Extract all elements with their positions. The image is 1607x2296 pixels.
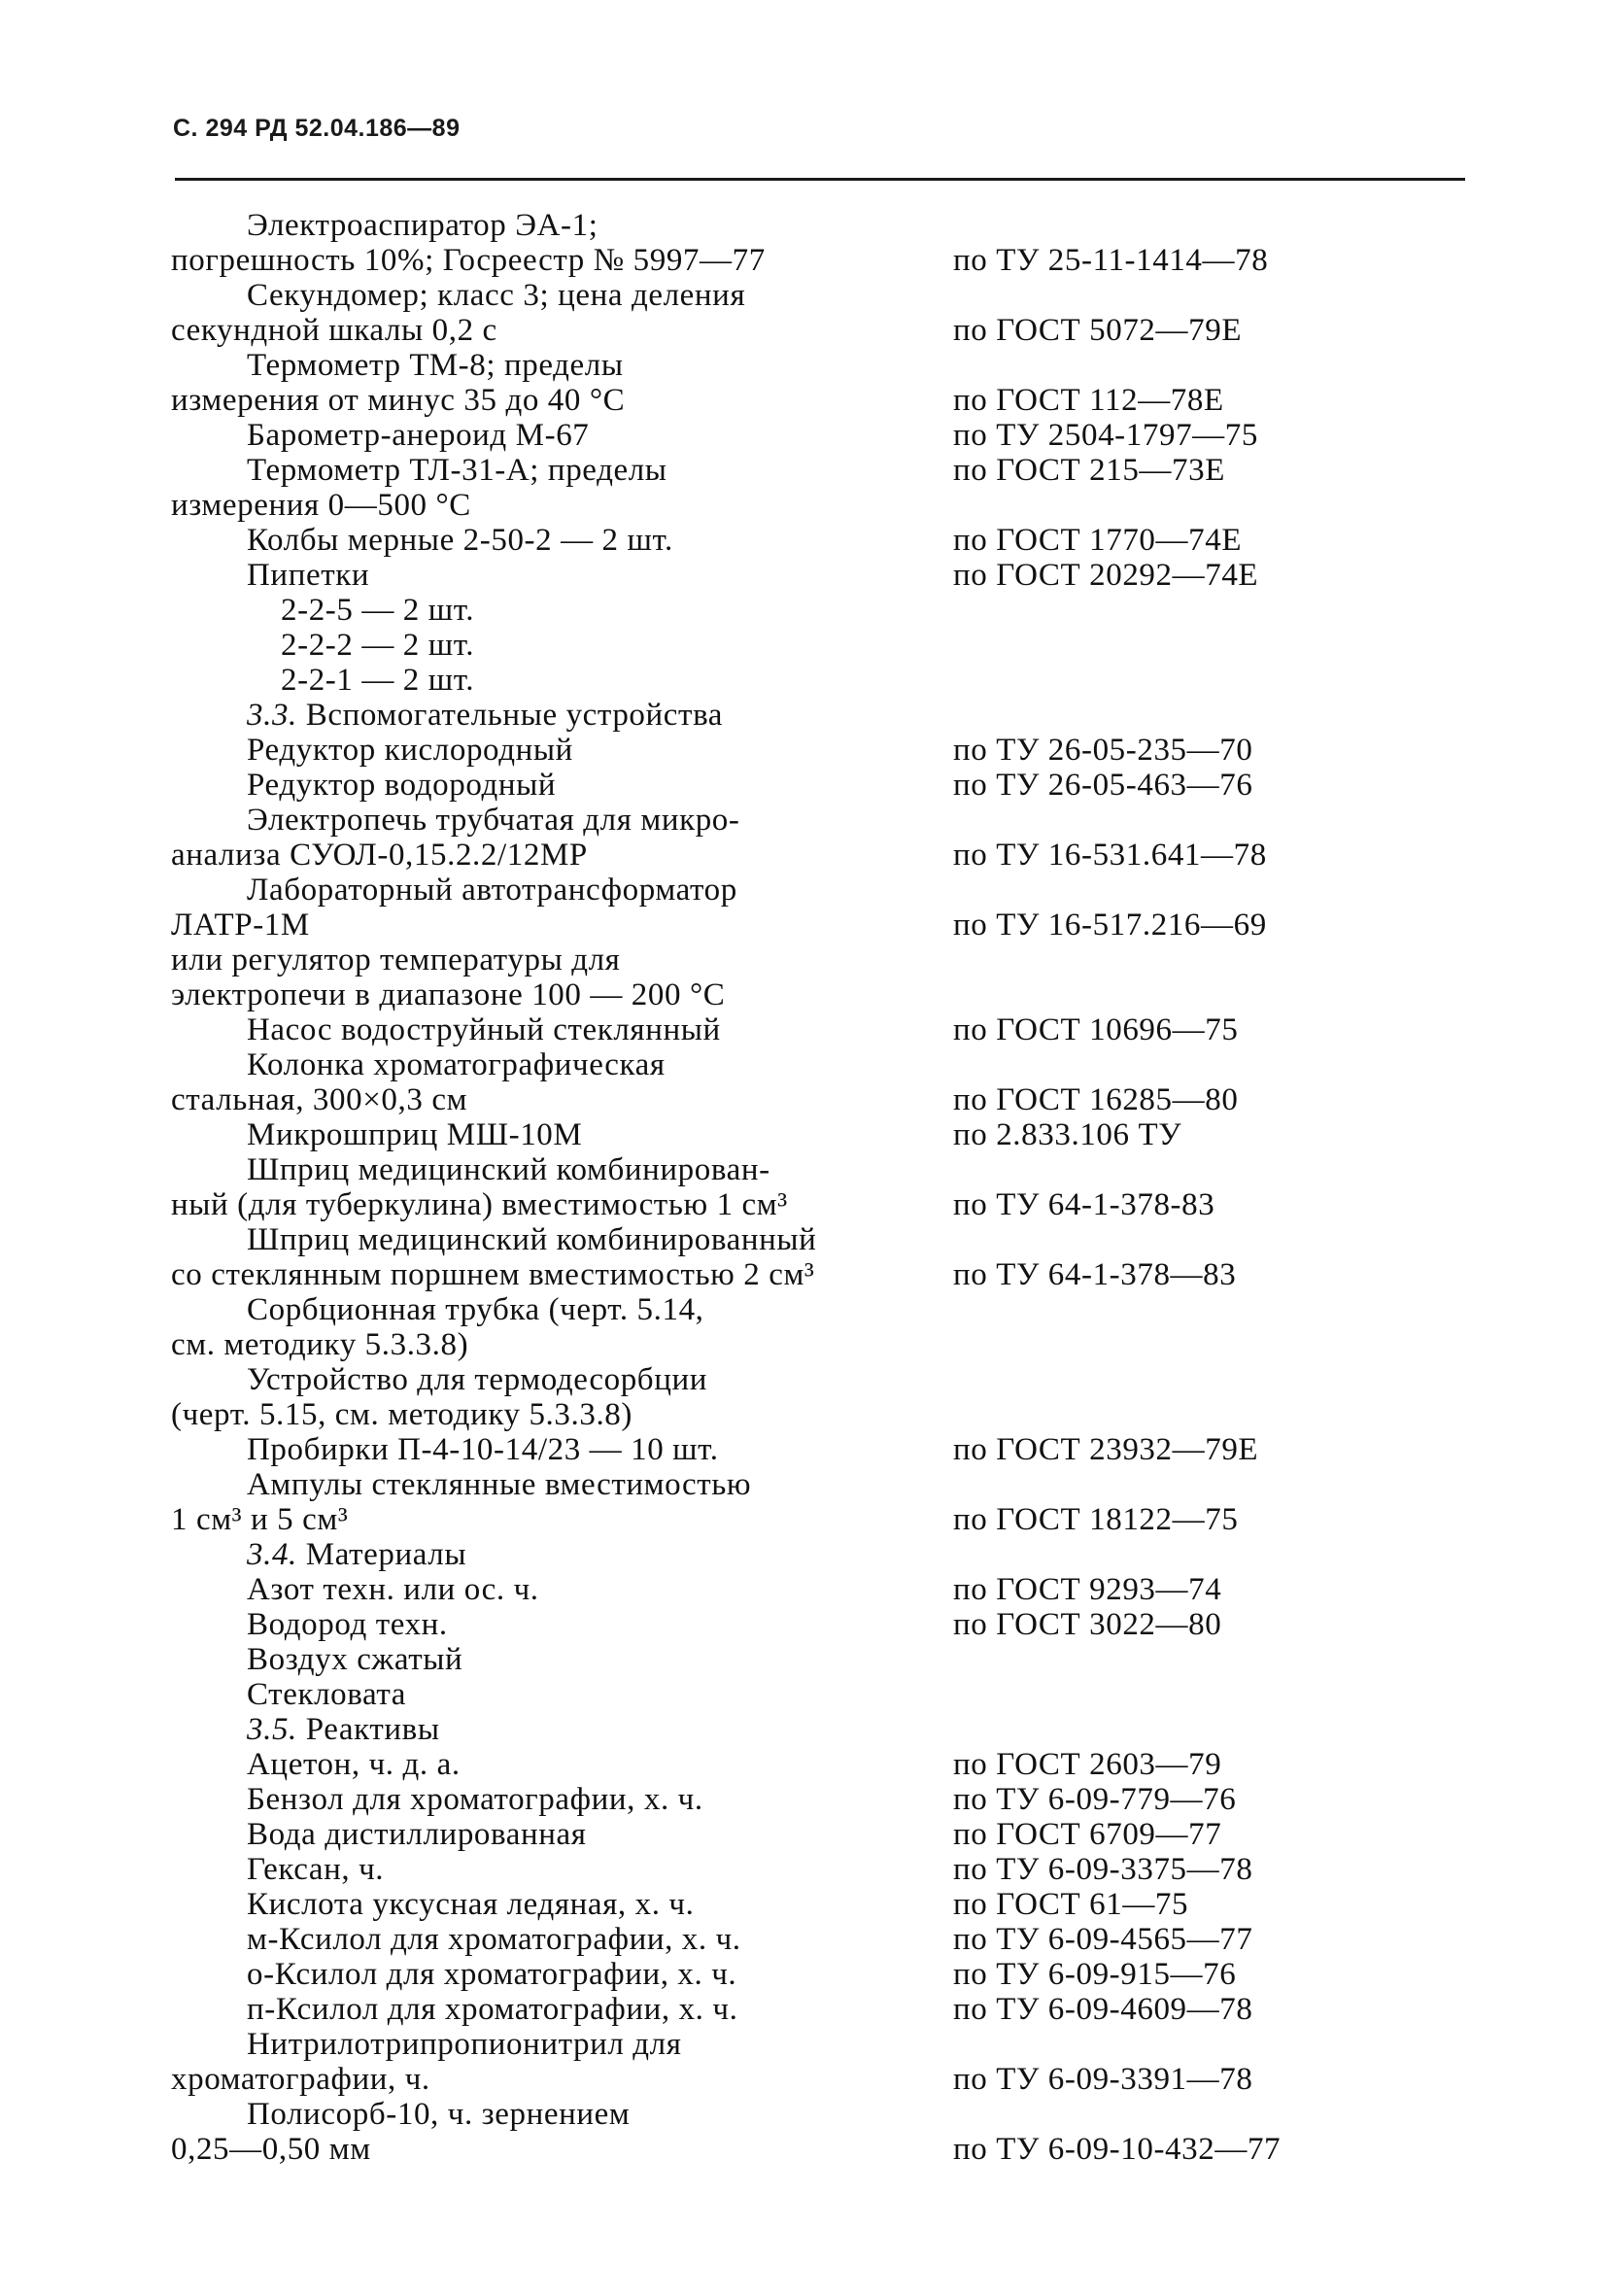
entry-text: Бензол для хроматографии, х. ч. (247, 1782, 703, 1817)
standard-reference: по ТУ 26-05-463—76 (953, 768, 1253, 803)
entry-text: Редуктор кислородный (247, 733, 573, 768)
entry-text: Шприц медицинский комбинированный (247, 1222, 817, 1257)
entry-text: Шприц медицинский комбинирован- (247, 1152, 770, 1187)
entry-text (247, 1714, 440, 1746)
entry-text: Ацетон, ч. д. а. (247, 1747, 461, 1782)
entry-text: 2-2-2 — 2 шт. (281, 628, 475, 663)
standard-reference: по ТУ 6-09-10-432—77 (953, 2132, 1282, 2167)
standard-reference: по ТУ 2504-1797—75 (953, 418, 1258, 453)
entry-text: измерения 0—500 °С (171, 488, 471, 523)
section-title: Реактивы (305, 1712, 440, 1747)
standard-reference: по ТУ 64-1-378—83 (953, 1257, 1237, 1292)
standard-reference: по ГОСТ 9293—74 (953, 1572, 1222, 1607)
entry-text: Вода дистиллированная (247, 1817, 587, 1852)
entry-text: Ампулы стеклянные вместимостью (247, 1467, 752, 1502)
entry-text: электропечи в диапазоне 100 — 200 °С (171, 977, 726, 1012)
entry-text: Секундомер; класс 3; цена деления (247, 278, 746, 313)
entry-text (247, 1539, 466, 1571)
entry-text: секундной шкалы 0,2 с (171, 313, 497, 348)
standard-reference: по ГОСТ 20292—74Е (953, 558, 1259, 593)
standard-reference: по ГОСТ 112—78Е (953, 383, 1224, 418)
standard-reference: по ТУ 6-09-915—76 (953, 1957, 1237, 1992)
entry-text: Редуктор водородный (247, 768, 557, 803)
entry-text: Пипетки (247, 558, 370, 593)
standard-reference: по ГОСТ 10696—75 (953, 1012, 1239, 1047)
standard-reference: по ГОСТ 61—75 (953, 1887, 1189, 1922)
standard-reference: по 2.833.106 ТУ (953, 1117, 1182, 1152)
entry-text: Микрошприц МШ-10М (247, 1117, 583, 1152)
standard-reference: по ТУ 6-09-4609—78 (953, 1992, 1253, 2027)
entry-text: погрешность 10%; Госреестр № 5997—77 (171, 243, 766, 278)
entry-text: Колбы мерные 2-50-2 — 2 шт. (247, 523, 673, 558)
entry-text: Термометр ТЛ-31-А; пределы (247, 453, 667, 488)
header-divider (175, 178, 1465, 181)
entry-text: Устройство для термодесорбции (247, 1362, 707, 1397)
entry-text: м-Ксилол для хроматографии, х. ч. (247, 1922, 741, 1957)
standard-reference: по ТУ 6-09-3391—78 (953, 2062, 1253, 2097)
entry-text: Стекловата (247, 1677, 407, 1712)
standard-reference: по ТУ 6-09-3375—78 (953, 1852, 1253, 1887)
section-number: 3.4. (247, 1537, 306, 1572)
entry-text: Воздух сжатый (247, 1642, 463, 1677)
section-number: 3.5. (247, 1712, 306, 1747)
standard-reference: по ТУ 25-11-1414—78 (953, 243, 1269, 278)
standard-reference: по ТУ 6-09-4565—77 (953, 1922, 1253, 1957)
entry-text: Термометр ТМ-8; пределы (247, 348, 624, 383)
standard-reference: по ГОСТ 16285—80 (953, 1082, 1239, 1117)
standard-reference: по ТУ 6-09-779—76 (953, 1782, 1237, 1817)
section-title: Вспомогательные устройства (305, 698, 724, 733)
entry-text: Колонка хроматографическая (247, 1047, 666, 1082)
entry-text: (черт. 5.15, см. методику 5.3.3.8) (171, 1397, 633, 1432)
section-title: Материалы (305, 1537, 467, 1572)
entry-text: Барометр-анероид М-67 (247, 418, 590, 453)
standard-reference: по ГОСТ 2603—79 (953, 1747, 1222, 1782)
entry-text: Полисорб-10, ч. зернением (247, 2097, 631, 2132)
entry-text: Пробирки П-4-10-14/23 — 10 шт. (247, 1432, 719, 1467)
entry-text: ЛАТР-1М (171, 908, 310, 942)
standard-reference: по ГОСТ 6709—77 (953, 1817, 1222, 1852)
entry-text: п-Ксилол для хроматографии, х. ч. (247, 1992, 738, 2027)
entry-text: см. методику 5.3.3.8) (171, 1327, 469, 1362)
entry-text: Электропечь трубчатая для микро- (247, 803, 740, 838)
standard-reference: по ГОСТ 23932—79Е (953, 1432, 1259, 1467)
entry-text: хроматографии, ч. (171, 2062, 430, 2097)
entry-text: Водород техн. (247, 1607, 448, 1642)
entry-text: измерения от минус 35 до 40 °С (171, 383, 626, 418)
entry-text: 0,25—0,50 мм (171, 2132, 371, 2167)
entry-text: со стеклянным поршнем вместимостью 2 см³ (171, 1257, 815, 1292)
standard-reference: по ТУ 16-517.216—69 (953, 908, 1267, 942)
page-header: С. 294 РД 52.04.186—89 (173, 115, 461, 142)
entry-text: Кислота уксусная ледяная, х. ч. (247, 1887, 695, 1922)
standard-reference: по ГОСТ 1770—74Е (953, 523, 1243, 558)
entry-text: Насос водоструйный стеклянный (247, 1012, 721, 1047)
standard-reference: по ГОСТ 18122—75 (953, 1502, 1239, 1537)
entry-text: Гексан, ч. (247, 1852, 385, 1887)
entry-text: Азот техн. или ос. ч. (247, 1572, 539, 1607)
entry-text: Сорбционная трубка (черт. 5.14, (247, 1292, 704, 1327)
standard-reference: по ТУ 16-531.641—78 (953, 838, 1267, 873)
entry-text: Нитрилотрипропионитрил для (247, 2027, 682, 2062)
standard-reference: по ГОСТ 3022—80 (953, 1607, 1222, 1642)
section-number: 3.3. (247, 698, 306, 733)
entry-text: Электроаспиратор ЭА-1; (247, 208, 598, 243)
entry-text: о-Ксилол для хроматографии, х. ч. (247, 1957, 737, 1992)
entry-text: или регулятор температуры для (171, 942, 621, 977)
entry-text: 1 см³ и 5 см³ (171, 1502, 349, 1537)
standard-reference: по ГОСТ 5072—79Е (953, 313, 1243, 348)
entry-text: Лабораторный автотрансформатор (247, 873, 737, 908)
standard-reference: по ТУ 64-1-378-83 (953, 1187, 1215, 1222)
entry-text: 2-2-5 — 2 шт. (281, 593, 475, 628)
standard-reference: по ТУ 26-05-235—70 (953, 733, 1253, 768)
entry-text: ный (для туберкулина) вместимостью 1 см³ (171, 1187, 788, 1222)
standard-reference: по ГОСТ 215—73Е (953, 453, 1225, 488)
entry-text (247, 700, 723, 732)
entry-text: 2-2-1 — 2 шт. (281, 663, 475, 698)
entry-text: анализа СУОЛ-0,15.2.2/12МР (171, 838, 588, 873)
entry-text: стальная, 300×0,3 см (171, 1082, 468, 1117)
